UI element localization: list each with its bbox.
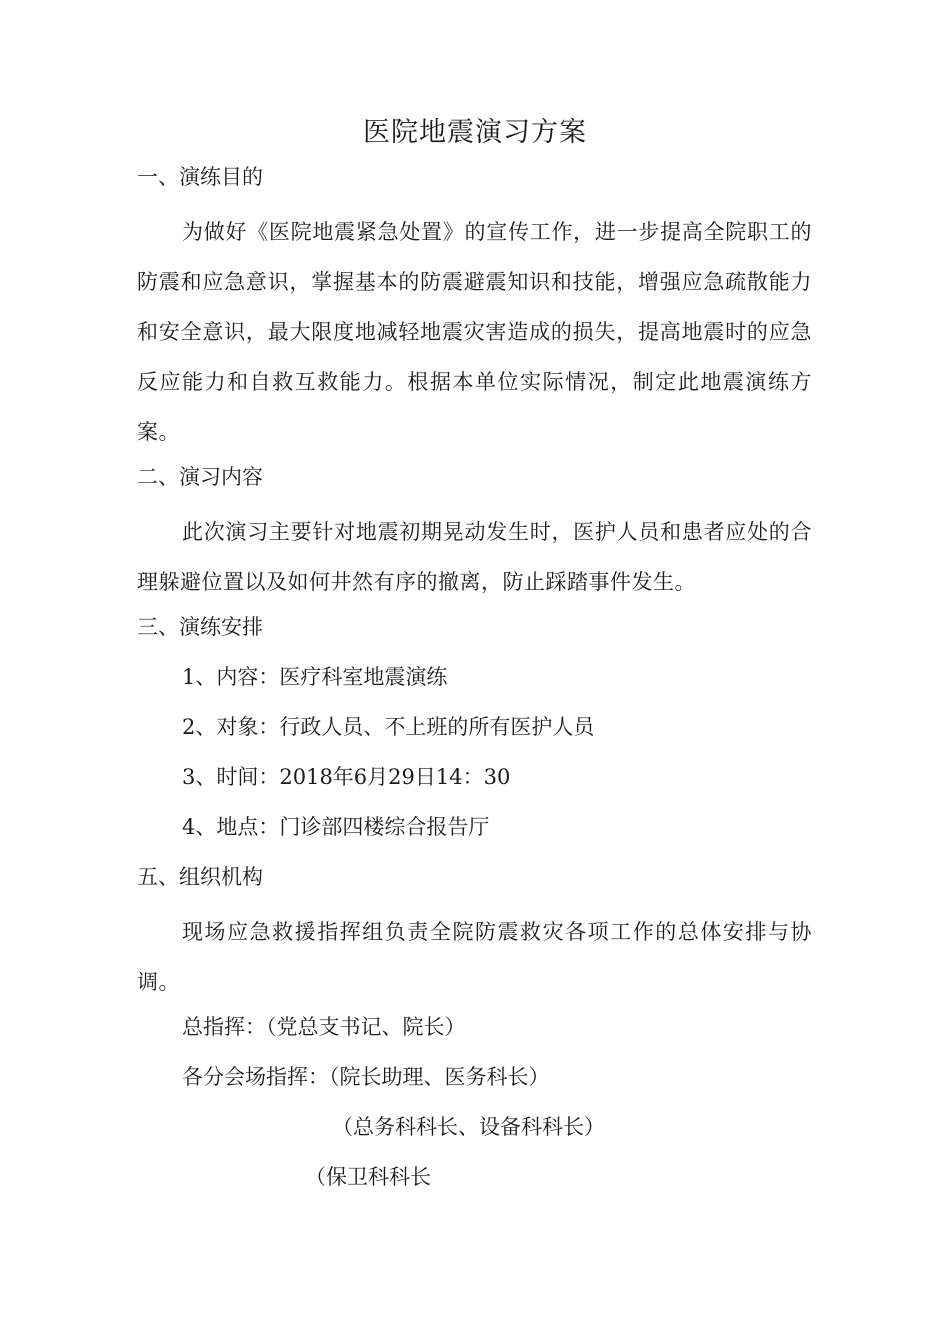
section-paragraph-organization: 现场应急救援指挥组负责全院防震救灾各项工作的总体安排与协调。 xyxy=(137,920,812,994)
section-heading-arrangement: 三、演练安排 xyxy=(137,615,263,639)
org-line-chief-commander: 总指挥：（党总支书记、院长） xyxy=(182,1015,466,1039)
section-paragraph-purpose: 为做好《医院地震紧急处置》的宣传工作，进一步提高全院职工的防震和应急意识，掌握基本的防震避震知识和技能，增强应急疏散能力和安全意识，最大限度地减轻地震灾害造成的损失，提高地震时的应急反应能力和自救互救能力。根据本单位实际情况，制定此地震演练方案。 xyxy=(137,220,812,444)
section-paragraph-content: 此次演习主要针对地震初期晃动发生时，医护人员和患者应处的合理躲避位置以及如何井然有序的撤离，防止踩踏事件发生。 xyxy=(137,520,812,594)
document-body xyxy=(137,157,812,1207)
document-title: 医院地震演习方案 xyxy=(363,117,587,148)
org-line-logistics: （总务科科长、设备科科长） xyxy=(332,1115,605,1139)
arrangement-item-location: 4、地点：门诊部四楼综合报告厅 xyxy=(182,815,490,839)
section-heading-content: 二、演习内容 xyxy=(137,465,263,489)
arrangement-item-audience: 2、对象：行政人员、不上班的所有医护人员 xyxy=(182,715,595,739)
org-line-security: （保卫科科长 xyxy=(305,1165,431,1189)
arrangement-item-content: 1、内容：医疗科室地震演练 xyxy=(182,665,448,689)
section-heading-organization: 五、组织机构 xyxy=(137,865,263,889)
org-line-venue-commander: 各分会场指挥：（院长助理、医务科长） xyxy=(182,1065,550,1089)
arrangement-item-time: 3、时间：2018年6月29日14：30 xyxy=(182,765,511,789)
section-heading-purpose: 一、演练目的 xyxy=(137,165,263,189)
